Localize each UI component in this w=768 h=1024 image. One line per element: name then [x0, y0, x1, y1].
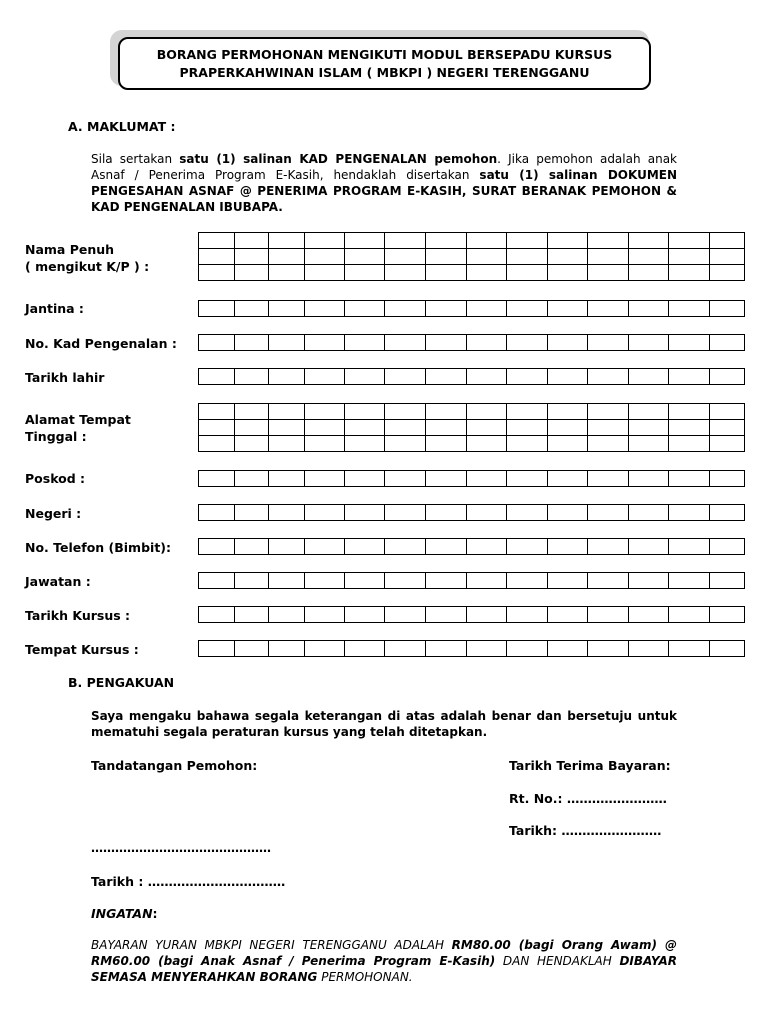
character-box[interactable] [385, 641, 426, 657]
character-box[interactable] [588, 641, 629, 657]
grid-row [199, 249, 745, 265]
jawatan-grid[interactable] [198, 572, 745, 589]
character-box[interactable] [588, 607, 629, 623]
character-box[interactable] [305, 607, 345, 623]
character-box[interactable] [467, 607, 507, 623]
character-box[interactable] [629, 573, 669, 589]
character-box[interactable] [588, 471, 629, 487]
character-box[interactable] [548, 233, 588, 249]
character-box[interactable] [235, 301, 269, 317]
character-box[interactable] [426, 573, 467, 589]
character-box[interactable] [426, 607, 467, 623]
character-box[interactable] [235, 233, 269, 249]
character-box[interactable] [669, 265, 710, 281]
character-box[interactable] [235, 436, 269, 452]
character-box[interactable] [669, 539, 710, 555]
character-box[interactable] [345, 471, 385, 487]
character-box[interactable] [199, 249, 235, 265]
character-box[interactable] [235, 335, 269, 351]
section-a-heading: A. MAKLUMAT : [68, 119, 176, 134]
character-box[interactable] [710, 301, 745, 317]
character-box[interactable] [235, 471, 269, 487]
character-box[interactable] [548, 471, 588, 487]
character-box[interactable] [710, 505, 745, 521]
grid-row [199, 607, 745, 623]
character-box[interactable] [385, 369, 426, 385]
character-box[interactable] [385, 539, 426, 555]
character-box[interactable] [305, 369, 345, 385]
character-box[interactable] [269, 233, 305, 249]
character-box[interactable] [507, 265, 548, 281]
character-box[interactable] [385, 335, 426, 351]
character-box[interactable] [199, 404, 235, 420]
character-box[interactable] [235, 607, 269, 623]
character-box[interactable] [235, 420, 269, 436]
character-box[interactable] [385, 301, 426, 317]
character-box[interactable] [588, 420, 629, 436]
character-box[interactable] [629, 265, 669, 281]
kad-pengenalan-grid[interactable] [198, 334, 745, 351]
character-box[interactable] [710, 573, 745, 589]
character-box[interactable] [548, 301, 588, 317]
tarikh-lahir-grid[interactable] [198, 368, 745, 385]
character-box[interactable] [588, 249, 629, 265]
character-box[interactable] [385, 436, 426, 452]
character-box[interactable] [629, 335, 669, 351]
character-box[interactable] [426, 471, 467, 487]
character-box[interactable] [345, 436, 385, 452]
character-box[interactable] [385, 573, 426, 589]
character-box[interactable] [305, 301, 345, 317]
character-box[interactable] [269, 335, 305, 351]
jantina-grid[interactable] [198, 300, 745, 317]
character-box[interactable] [548, 641, 588, 657]
grid-row [199, 539, 745, 555]
character-box[interactable] [710, 641, 745, 657]
character-box[interactable] [199, 573, 235, 589]
character-box[interactable] [345, 539, 385, 555]
character-box[interactable] [426, 301, 467, 317]
grid-row [199, 335, 745, 351]
character-box[interactable] [345, 404, 385, 420]
grid-row [199, 301, 745, 317]
character-box[interactable] [269, 505, 305, 521]
character-box[interactable] [385, 265, 426, 281]
character-box[interactable] [426, 369, 467, 385]
label-jantina: Jantina : [25, 301, 84, 316]
character-box[interactable] [269, 573, 305, 589]
character-box[interactable] [305, 573, 345, 589]
character-box[interactable] [345, 505, 385, 521]
grid-row [199, 436, 745, 452]
character-box[interactable] [548, 335, 588, 351]
character-box[interactable] [305, 335, 345, 351]
applicant-date-field[interactable]: Tarikh : …………………………… [91, 874, 286, 889]
character-box[interactable] [507, 607, 548, 623]
label-kad-pengenalan: No. Kad Pengenalan : [25, 336, 177, 351]
character-box[interactable] [199, 607, 235, 623]
character-box[interactable] [385, 249, 426, 265]
character-box[interactable] [710, 249, 745, 265]
character-box[interactable] [385, 607, 426, 623]
character-box[interactable] [235, 369, 269, 385]
character-box[interactable] [467, 233, 507, 249]
character-box[interactable] [467, 301, 507, 317]
character-box[interactable] [629, 641, 669, 657]
section-b-heading: B. PENGAKUAN [68, 675, 175, 690]
receipt-number-field[interactable]: Rt. No.: …………………… [509, 791, 667, 806]
character-box[interactable] [426, 505, 467, 521]
character-box[interactable] [588, 301, 629, 317]
tempat-kursus-grid[interactable] [198, 640, 745, 657]
character-box[interactable] [305, 420, 345, 436]
character-box[interactable] [345, 335, 385, 351]
character-box[interactable] [629, 301, 669, 317]
character-box[interactable] [467, 404, 507, 420]
character-box[interactable] [199, 265, 235, 281]
negeri-grid[interactable] [198, 504, 745, 521]
character-box[interactable] [426, 641, 467, 657]
receipt-date-field[interactable]: Tarikh: …………………… [509, 823, 662, 838]
grid-row [199, 233, 745, 249]
character-box[interactable] [426, 335, 467, 351]
character-box[interactable] [235, 641, 269, 657]
character-box[interactable] [588, 539, 629, 555]
character-box[interactable] [629, 539, 669, 555]
character-box[interactable] [385, 505, 426, 521]
character-box[interactable] [507, 404, 548, 420]
label-nama-penuh: Nama Penuh ( mengikut K/P ) : [25, 242, 150, 274]
character-box[interactable] [269, 265, 305, 281]
character-box[interactable] [199, 505, 235, 521]
character-box[interactable] [345, 607, 385, 623]
character-box[interactable] [669, 233, 710, 249]
character-box[interactable] [548, 539, 588, 555]
character-box[interactable] [629, 471, 669, 487]
character-box[interactable] [548, 505, 588, 521]
character-box[interactable] [629, 369, 669, 385]
character-box[interactable] [426, 233, 467, 249]
character-box[interactable] [269, 369, 305, 385]
character-box[interactable] [426, 265, 467, 281]
character-box[interactable] [669, 607, 710, 623]
character-box[interactable] [385, 471, 426, 487]
character-box[interactable] [588, 436, 629, 452]
character-box[interactable] [467, 641, 507, 657]
character-box[interactable] [235, 249, 269, 265]
character-box[interactable] [507, 249, 548, 265]
character-box[interactable] [710, 265, 745, 281]
character-box[interactable] [588, 369, 629, 385]
character-box[interactable] [467, 436, 507, 452]
character-box[interactable] [345, 265, 385, 281]
character-box[interactable] [710, 471, 745, 487]
character-box[interactable] [269, 607, 305, 623]
grid-row [199, 573, 745, 589]
character-box[interactable] [426, 539, 467, 555]
character-box[interactable] [345, 249, 385, 265]
reminder-heading: INGATAN: [91, 906, 158, 921]
character-box[interactable] [507, 369, 548, 385]
character-box[interactable] [507, 573, 548, 589]
grid-row [199, 404, 745, 420]
character-box[interactable] [345, 420, 385, 436]
character-box[interactable] [507, 335, 548, 351]
character-box[interactable] [669, 471, 710, 487]
character-box[interactable] [629, 436, 669, 452]
character-box[interactable] [467, 471, 507, 487]
character-box[interactable] [467, 369, 507, 385]
character-box[interactable] [507, 641, 548, 657]
character-box[interactable] [669, 420, 710, 436]
form-title [118, 37, 651, 90]
grid-row [199, 369, 745, 385]
label-tempat-kursus: Tempat Kursus : [25, 642, 139, 657]
character-box[interactable] [235, 404, 269, 420]
character-box[interactable] [467, 539, 507, 555]
grid-row [199, 641, 745, 657]
character-box[interactable] [385, 420, 426, 436]
character-box[interactable] [629, 420, 669, 436]
character-box[interactable] [588, 404, 629, 420]
label-telefon: No. Telefon (Bimbit): [25, 540, 172, 555]
character-box[interactable] [507, 436, 548, 452]
character-box[interactable] [710, 420, 745, 436]
character-box[interactable] [269, 301, 305, 317]
character-box[interactable] [548, 265, 588, 281]
character-box[interactable] [467, 335, 507, 351]
character-box[interactable] [507, 420, 548, 436]
signature-line[interactable]: ……………………………………… [91, 841, 271, 855]
character-box[interactable] [305, 471, 345, 487]
character-box[interactable] [345, 301, 385, 317]
character-box[interactable] [548, 369, 588, 385]
character-box[interactable] [199, 641, 235, 657]
character-box[interactable] [588, 573, 629, 589]
character-box[interactable] [669, 249, 710, 265]
character-box[interactable] [588, 505, 629, 521]
character-box[interactable] [385, 404, 426, 420]
character-box[interactable] [507, 301, 548, 317]
section-a-instructions: Sila sertakan satu (1) salinan KAD PENGENALAN pemohon. Jika pemohon adalah anak Asnaf / Penerima Program E-Kasih, hendaklah disertakan satu (1) salinan DOKUMEN PENGESAHAN ASNAF @ PENERIMA PROGRAM E-KASIH, SURAT BERANAK PEMOHON & KAD PENGENALAN IBUBAPA. [91, 152, 677, 214]
character-box[interactable] [269, 436, 305, 452]
character-box[interactable] [548, 436, 588, 452]
character-box[interactable] [467, 265, 507, 281]
label-alamat: Alamat Tempat Tinggal : [25, 412, 131, 444]
character-box[interactable] [507, 471, 548, 487]
character-box[interactable] [669, 573, 710, 589]
character-box[interactable] [669, 436, 710, 452]
character-box[interactable] [199, 335, 235, 351]
character-box[interactable] [269, 539, 305, 555]
character-box[interactable] [548, 249, 588, 265]
character-box[interactable] [269, 404, 305, 420]
character-box[interactable] [507, 505, 548, 521]
character-box[interactable] [269, 249, 305, 265]
character-box[interactable] [548, 420, 588, 436]
character-box[interactable] [669, 404, 710, 420]
form-title-line1: BORANG PERMOHONAN MENGIKUTI MODUL BERSEPADU KURSUS [156, 46, 613, 62]
character-box[interactable] [669, 505, 710, 521]
character-box[interactable] [199, 369, 235, 385]
character-box[interactable] [629, 233, 669, 249]
signature-label: Tandatangan Pemohon: [91, 758, 258, 773]
character-box[interactable] [345, 369, 385, 385]
character-box[interactable] [710, 404, 745, 420]
character-box[interactable] [669, 369, 710, 385]
character-box[interactable] [426, 436, 467, 452]
character-box[interactable] [548, 573, 588, 589]
character-box[interactable] [588, 265, 629, 281]
character-box[interactable] [199, 420, 235, 436]
label-tarikh-lahir: Tarikh lahir [25, 370, 105, 385]
character-box[interactable] [305, 249, 345, 265]
telefon-grid[interactable] [198, 538, 745, 555]
character-box[interactable] [269, 420, 305, 436]
character-box[interactable] [710, 335, 745, 351]
character-box[interactable] [269, 641, 305, 657]
tarikh-kursus-grid[interactable] [198, 606, 745, 623]
character-box[interactable] [710, 607, 745, 623]
character-box[interactable] [669, 335, 710, 351]
label-jawatan: Jawatan : [25, 574, 91, 589]
character-box[interactable] [305, 404, 345, 420]
character-box[interactable] [507, 539, 548, 555]
character-box[interactable] [426, 420, 467, 436]
character-box[interactable] [235, 573, 269, 589]
character-box[interactable] [385, 233, 426, 249]
character-box[interactable] [467, 249, 507, 265]
character-box[interactable] [426, 249, 467, 265]
declaration-text: Saya mengaku bahawa segala keterangan di atas adalah benar dan bersetuju untuk mematuhi segala peraturan kursus yang telah ditetapkan. [91, 709, 677, 739]
label-poskod: Poskod : [25, 471, 86, 486]
character-box[interactable] [305, 539, 345, 555]
character-box[interactable] [629, 404, 669, 420]
character-box[interactable] [548, 607, 588, 623]
payment-date-label: Tarikh Terima Bayaran: [509, 758, 671, 773]
character-box[interactable] [345, 641, 385, 657]
character-box[interactable] [305, 641, 345, 657]
character-box[interactable] [305, 505, 345, 521]
character-box[interactable] [235, 265, 269, 281]
grid-row [199, 471, 745, 487]
label-tarikh-kursus: Tarikh Kursus : [25, 608, 131, 623]
character-box[interactable] [345, 233, 385, 249]
character-box[interactable] [235, 539, 269, 555]
alamat-grid[interactable] [198, 403, 745, 452]
character-box[interactable] [345, 573, 385, 589]
nama-penuh-grid[interactable] [198, 232, 745, 281]
poskod-grid[interactable] [198, 470, 745, 487]
grid-row [199, 420, 745, 436]
character-box[interactable] [305, 436, 345, 452]
form-title-line2: PRAPERKAHWINAN ISLAM ( MBKPI ) NEGERI TERENGGANU [179, 64, 590, 80]
character-box[interactable] [710, 539, 745, 555]
character-box[interactable] [629, 505, 669, 521]
label-negeri: Negeri : [25, 506, 82, 521]
character-box[interactable] [710, 233, 745, 249]
character-box[interactable] [199, 233, 235, 249]
character-box[interactable] [235, 505, 269, 521]
character-box[interactable] [305, 233, 345, 249]
character-box[interactable] [588, 233, 629, 249]
character-box[interactable] [629, 607, 669, 623]
character-box[interactable] [305, 265, 345, 281]
character-box[interactable] [199, 436, 235, 452]
character-box[interactable] [710, 369, 745, 385]
character-box[interactable] [199, 539, 235, 555]
character-box[interactable] [426, 404, 467, 420]
character-box[interactable] [629, 249, 669, 265]
character-box[interactable] [710, 436, 745, 452]
character-box[interactable] [548, 404, 588, 420]
character-box[interactable] [467, 505, 507, 521]
reminder-text: BAYARAN YURAN MBKPI NEGERI TERENGGANU ADALAH RM80.00 (bagi Orang Awam) @ RM60.00 (bagi Anak Asnaf / Penerima Program E-Kasih) DAN HENDAKLAH DIBAYAR SEMASA MENYERAHKAN BORANG PERMOHONAN. [91, 938, 677, 984]
character-box[interactable] [669, 301, 710, 317]
character-box[interactable] [467, 420, 507, 436]
grid-row [199, 505, 745, 521]
character-box[interactable] [588, 335, 629, 351]
character-box[interactable] [669, 641, 710, 657]
grid-row [199, 265, 745, 281]
character-box[interactable] [507, 233, 548, 249]
character-box[interactable] [269, 471, 305, 487]
character-box[interactable] [199, 471, 235, 487]
character-box[interactable] [199, 301, 235, 317]
character-box[interactable] [467, 573, 507, 589]
